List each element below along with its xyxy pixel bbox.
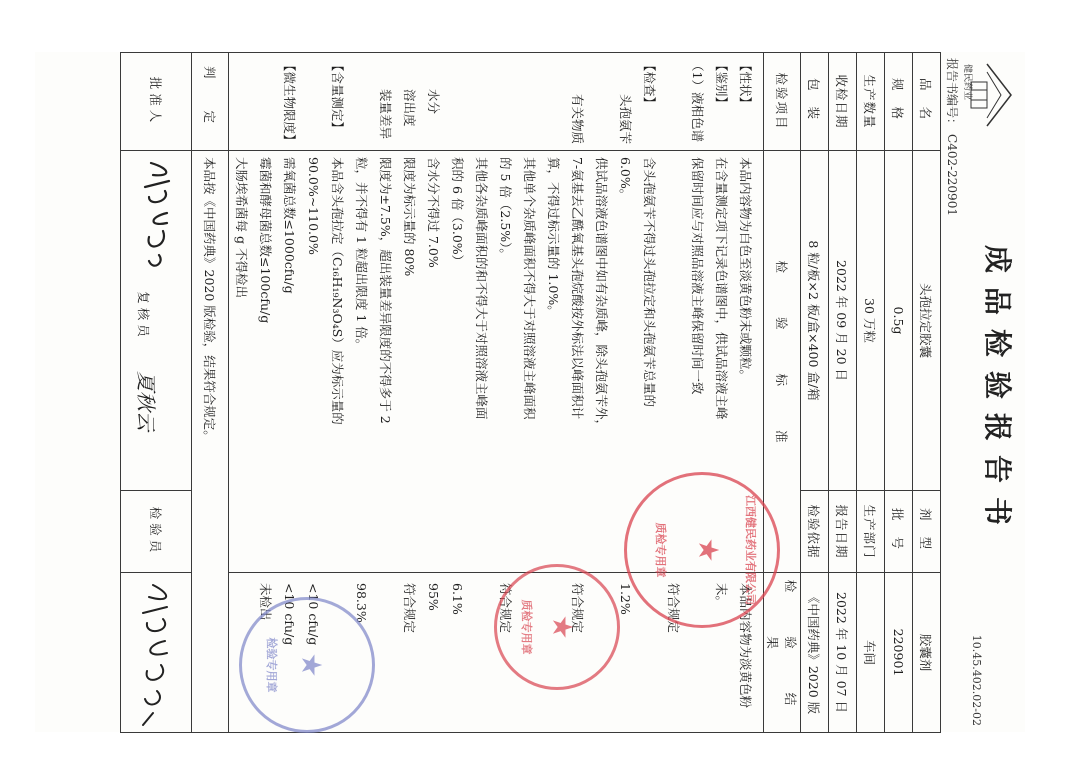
related-standard-2: 7-氨基去乙酰氧基头孢烷酸按外标法以峰面积计 (570, 157, 585, 420)
report-number-label: 报告书编号： (945, 58, 959, 131)
assay-standard-1: 本品含头孢拉定（C₁₆H₁₉N₃O₄S）应为标示量的 (330, 157, 345, 425)
inspection-seal-text: 检验专用章 (265, 637, 278, 693)
dissolution-result: 95% (426, 583, 441, 611)
packaging-label: 包 装 (801, 53, 829, 151)
spec-value: 0.5g (885, 151, 913, 491)
ident-standard-2: 保留时间应与对照品溶液主峰保留时间一致 (690, 157, 705, 395)
report-date-label: 报告日期 (829, 491, 857, 573)
approver-label: 批准人 (121, 53, 192, 151)
dept-value: 车间 (857, 573, 885, 733)
section-micro: 【微生物限度】 (282, 59, 297, 147)
company-seal-stamp (624, 472, 780, 628)
report-date-value: 2022 年 10 月 07 日 (829, 573, 857, 733)
weight-standard-2: 粒，并不得有 1 粒超出限度 1 倍。 (354, 157, 369, 352)
section-exam: 【检查】 (642, 59, 657, 110)
character-standard: 本品内容物为白色至淡黄色粉末或颗粒。 (738, 157, 753, 383)
qc-seal-star-icon: ★ (546, 614, 579, 640)
info-row-packaging (801, 53, 829, 733)
conclusion-text: 本品按《中国药典》2020 版检验，结果符合规定。 (192, 151, 229, 733)
micro-standard-3: 大肠埃希菌每 g 不得检出 (234, 157, 249, 298)
section-identification: 【鉴别】 (714, 59, 729, 110)
header-items: 检验项目 (764, 53, 801, 151)
info-row-quantity (857, 53, 885, 733)
related-standard-7: 积的 6 倍（3.0%） (450, 157, 465, 268)
packaging-value: 8 粒/板×2 板/盒×400 盒/箱 (801, 151, 829, 491)
related-standard-4: 其他单个杂质峰面积不得大于对照溶液主峰面积 (522, 157, 537, 420)
report-number (944, 54, 961, 216)
test-items-column (229, 53, 764, 151)
inspector-label: 检验员 (121, 491, 192, 573)
inspection-seal-stamp (239, 597, 375, 733)
table-header-row (764, 53, 801, 733)
quantity-label: 生产数量 (857, 53, 885, 151)
blue-seal-star-icon: ★ (295, 652, 328, 678)
report-number-value: C402-220901 (945, 134, 959, 216)
dissolution-item: 溶出度 (402, 89, 417, 127)
water-result: 6.1% (450, 583, 465, 615)
ident-result: 符合规定 (666, 583, 681, 634)
micro-standard-2: 霉菌和酵母菌总数≤100cfu/g (258, 157, 273, 324)
document-code: 10.45.402.02-02 (970, 634, 983, 726)
info-row-dates (829, 53, 857, 733)
approver-signature-cell (121, 151, 192, 491)
product-name-label: 品 名 (913, 53, 941, 151)
section-character: 【性状】 (738, 59, 753, 110)
inspector-signature-cell (121, 573, 192, 733)
related-item: 有关物质 (570, 93, 585, 144)
qc-seal-text-2: 质检专用章 (520, 599, 533, 655)
info-row-spec (885, 53, 913, 733)
qc-seal-text-1: 质检专用章 (654, 522, 667, 578)
page-title: 成品检验报告书 (981, 244, 1014, 539)
section-assay: 【含量测定】 (330, 59, 345, 135)
weight-result: 符合规定 (402, 583, 417, 634)
assay-standard-2: 90.0%~110.0% (306, 157, 321, 255)
water-item: 水分 (426, 89, 441, 115)
dept-label: 生产部门 (857, 491, 885, 573)
cefalexin-standard-1: 含头孢氨苄不得过头孢拉定和头孢氨苄总量的 (642, 157, 657, 408)
ident-item: （1）液相色谱 (690, 59, 705, 142)
approver-signature (139, 157, 179, 277)
dosage-form-label: 剂 型 (913, 491, 941, 573)
receive-date-value: 2022 年 09 月 20 日 (829, 151, 857, 491)
ident-standard-1: 在含量测定项下记录色谱图中，供试品溶液主峰 (714, 157, 729, 420)
related-standard-5: 的 5 倍（2.5%）。 (498, 157, 513, 261)
micro-result-3: 未检出 (258, 583, 273, 621)
weight-standard-1: 限度为±7.5%，超出装量差异限度的不得多于 2 (378, 157, 393, 424)
batch-value: 220901 (885, 573, 913, 733)
reviewer-label: 复核员 (136, 291, 151, 341)
water-standard: 含水分不得过 7.0% (426, 157, 441, 268)
micro-result-2: <10 cfu/g (282, 583, 297, 646)
character-result: 本品内容物为淡黄色粉末。 (714, 583, 753, 709)
reviewer-signature: 夏秋云 (134, 370, 158, 431)
cefalexin-standard-2: 6.0%。 (618, 157, 633, 202)
logo-text: 健民药业 (962, 64, 972, 101)
related-standard-1: 供试品溶液色谱图中如有杂质峰，除头孢氨苄外， (594, 157, 609, 433)
inspector-signature (136, 579, 180, 729)
header-result: 检 验 结 果 (764, 573, 801, 733)
quantity-value: 30 万粒 (857, 151, 885, 491)
weight-item: 装量差异 (378, 89, 393, 140)
cefalexin-result: 1.2% (618, 583, 633, 615)
dissolution-standard: 限度为标示量的 80% (402, 157, 417, 277)
conclusion-label: 判 定 (192, 53, 229, 151)
conclusion-row (192, 53, 229, 733)
spec-label: 规 格 (885, 53, 913, 151)
basis-value: 《中国药典》2020 版 (801, 573, 829, 733)
company-seal-text: 江西健民药业有限公司 (744, 495, 757, 605)
related-standard-3: 算，不得过标示量的 1.0%。 (546, 157, 561, 318)
related-result-1: 符合规定 (570, 583, 585, 634)
basis-label: 检验依据 (801, 491, 829, 573)
seal-star-icon: ★ (692, 537, 725, 563)
dosage-form-value: 胶囊剂 (913, 573, 941, 733)
product-name-value: 头孢拉定胶囊 (913, 151, 941, 491)
related-result-2: 符合规定 (498, 583, 513, 634)
micro-result-1: <10 cfu/g (306, 583, 321, 646)
info-row-name (913, 53, 941, 733)
cefalexin-item: 头孢氨苄 (618, 93, 633, 144)
inspection-report-page (35, 52, 1025, 732)
receive-date-label: 收检日期 (829, 53, 857, 151)
micro-standard-1: 需氧菌总数≤1000cfu/g (282, 157, 297, 294)
qc-seal-stamp (494, 564, 620, 690)
related-standard-6: 其他各杂质峰面积的和不得大于对照溶液主峰面 (474, 157, 489, 420)
batch-label: 批 号 (885, 491, 913, 573)
signature-row (121, 53, 192, 733)
assay-result: 98.3% (354, 583, 369, 623)
header-standard: 检 验 标 准 (764, 151, 801, 573)
